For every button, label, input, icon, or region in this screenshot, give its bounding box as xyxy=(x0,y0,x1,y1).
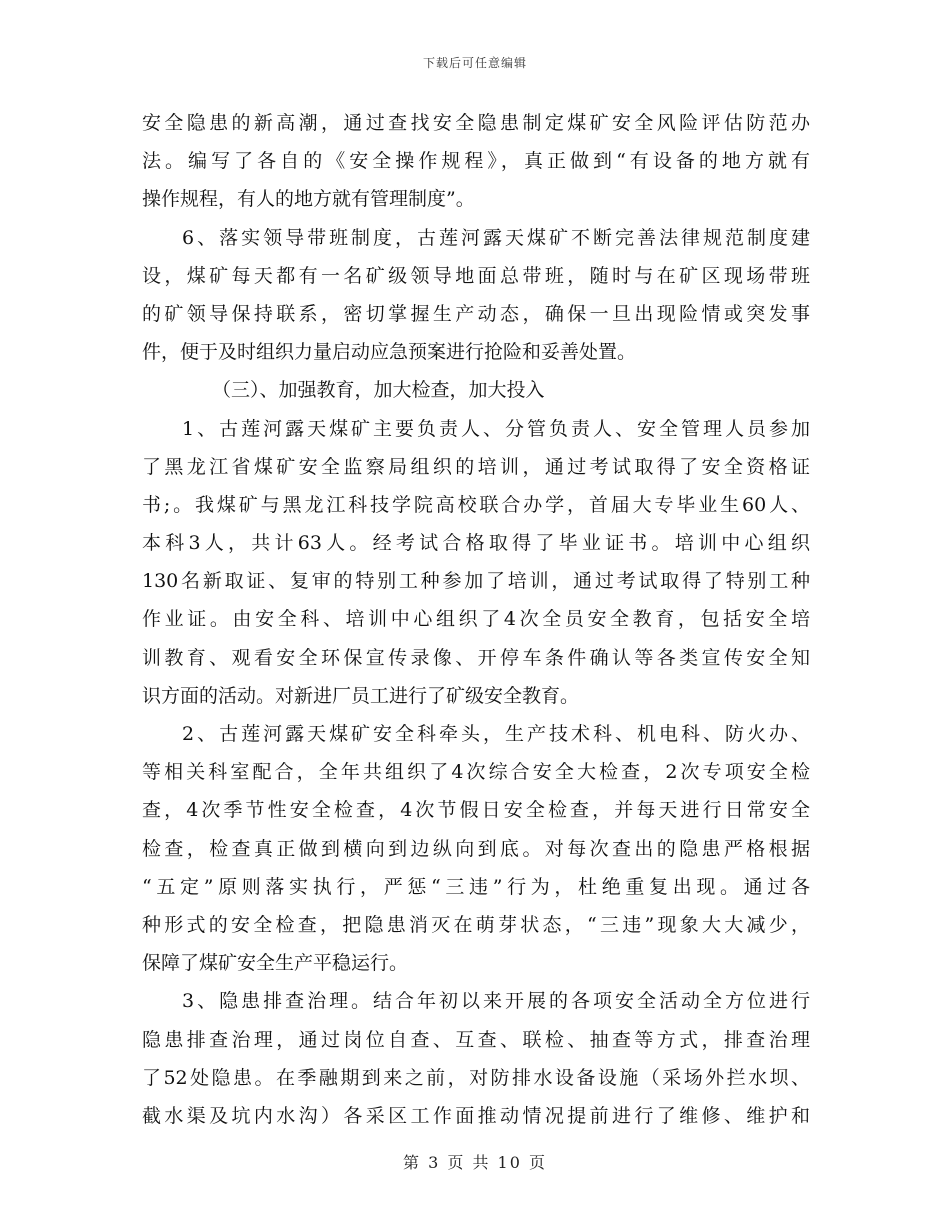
text-line: 操作规程，有人的地方就有管理制度”。 xyxy=(142,188,475,211)
text-line: 安全隐患的新高潮，通过查找安全隐患制定煤矿安全风险评估防范办 xyxy=(142,112,810,134)
text-line: 识方面的活动。对新进厂员工进行了矿级安全教育。 xyxy=(142,684,580,707)
text-line: 种形式的安全检查，把隐患消灭在萌芽状态，“三违”现象大大减少， xyxy=(142,913,810,936)
paragraph-start-line: 6、落实领导带班制度，古莲河露天煤矿不断完善法律规范制度建 xyxy=(182,226,810,249)
text-line: 等相关科室配合，全年共组织了4次综合安全大检查，2次专项安全检 xyxy=(142,761,810,784)
paragraph-start-line: 1、古莲河露天煤矿主要负责人、分管负责人、安全管理人员参加 xyxy=(182,417,810,440)
paragraph-start-line: 2、古莲河露天煤矿安全科牵头，生产技术科、机电科、防火办、 xyxy=(182,723,810,745)
text-line: 法。编写了各自的《安全操作规程》，真正做到“有设备的地方就有 xyxy=(142,150,810,173)
text-line: 作业证。由安全科、培训中心组织了4次全员安全教育，包括安全培 xyxy=(142,608,810,631)
page-number-footer: 第 3 页 共 10 页 xyxy=(403,1153,547,1172)
text-line: 保障了煤矿安全生产平稳运行。 xyxy=(142,952,409,975)
text-line: 130名新取证、复审的特别工种参加了培训，通过考试取得了特别工种 xyxy=(142,570,810,593)
text-line: 设，煤矿每天都有一名矿级领导地面总带班，随时与在矿区现场带班 xyxy=(142,264,810,287)
text-line: 训教育、观看安全环保宣传录像、开停车条件确认等各类宣传安全知 xyxy=(142,646,810,669)
text-line: 检查，检查真正做到横向到边纵向到底。对每次查出的隐患严格根据 xyxy=(142,837,810,860)
text-line: 了52处隐患。在季融期到来之前，对防排水设备设施（采场外拦水坝、 xyxy=(142,1066,810,1089)
paragraph-start-line: 3、隐患排查治理。结合年初以来开展的各项安全活动全方位进行 xyxy=(182,990,810,1013)
text-line: “五定”原则落实执行，严惩“三违”行为，杜绝重复出现。通过各 xyxy=(142,875,810,898)
text-line: 书;。我煤矿与黑龙江科技学院高校联合办学，首届大专毕业生60人、 xyxy=(142,493,810,516)
section-heading: （三）、加强教育，加大检查，加大投入 xyxy=(212,379,545,402)
text-line: 隐患排查治理，通过岗位自查、互查、联检、抽查等方式，排查治理 xyxy=(142,1028,810,1051)
text-line: 件，便于及时组织力量启动应急预案进行抢险和妥善处置。 xyxy=(142,341,637,364)
text-line: 了黑龙江省煤矿安全监察局组织的培训，通过考试取得了安全资格证 xyxy=(142,455,810,478)
text-line: 的矿领导保持联系，密切掌握生产动态，确保一旦出现险情或突发事 xyxy=(142,302,810,325)
text-line: 截水渠及坑内水沟）各采区工作面推动情况提前进行了维修、维护和 xyxy=(142,1104,810,1127)
text-line: 本科3人，共计63人。经考试合格取得了毕业证书。培训中心组织 xyxy=(142,532,810,555)
text-line: 查，4次季节性安全检查，4次节假日安全检查，并每天进行日常安全 xyxy=(142,799,810,822)
document-body xyxy=(142,104,810,1135)
page-header: 下载后可任意编辑 xyxy=(422,56,527,70)
